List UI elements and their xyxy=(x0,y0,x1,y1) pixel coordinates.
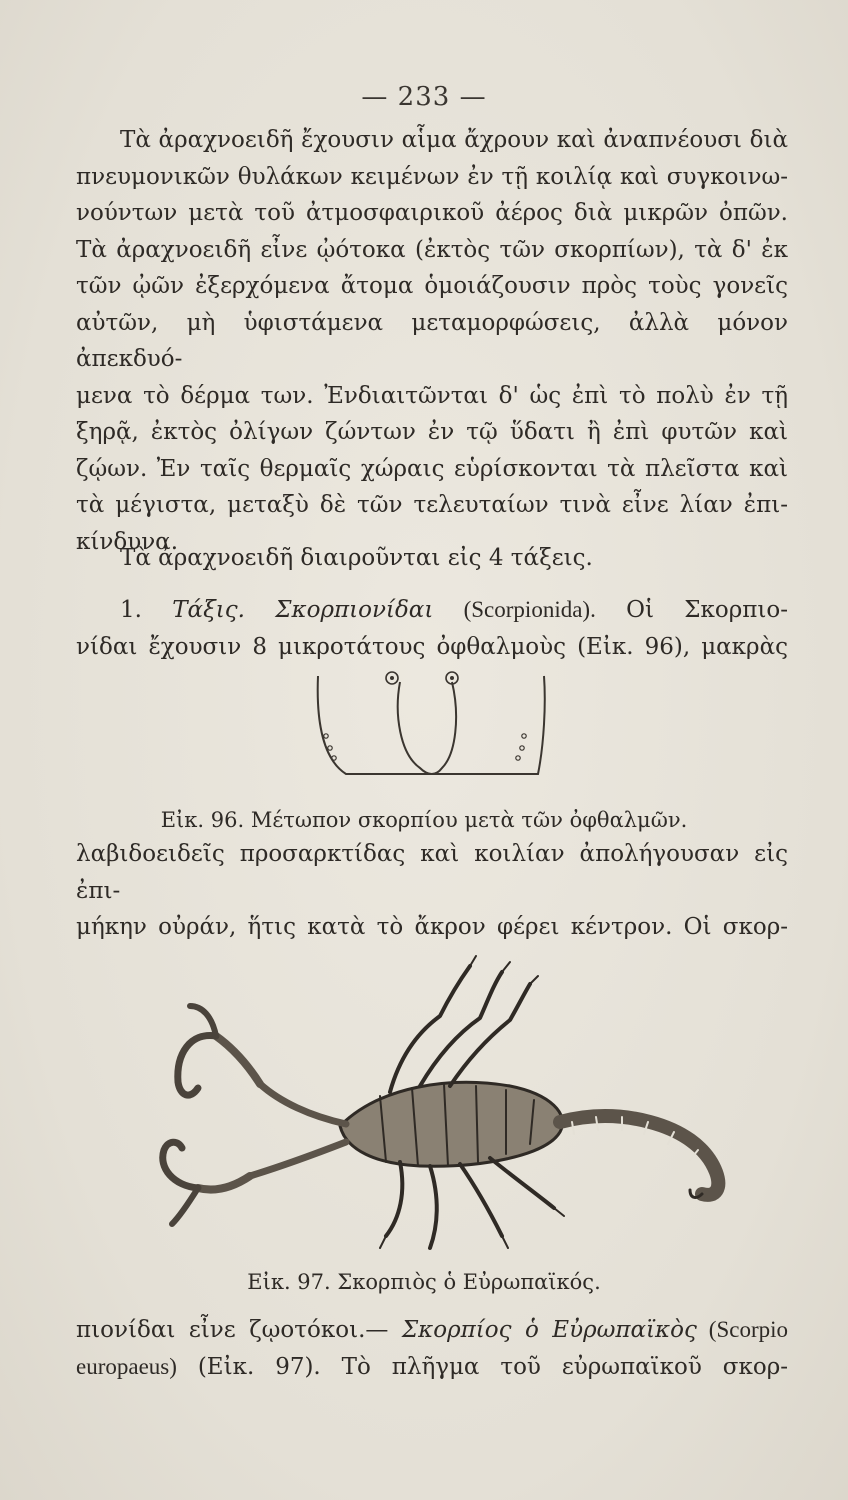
species-latin-name-start: (Scorpio xyxy=(696,1317,788,1342)
paragraph-classes xyxy=(76,540,788,577)
paragraph-scorpio-europaeus xyxy=(76,1312,788,1385)
text-line: πνευμονικῶν θυλάκων κειμένων ἐν τῇ κοιλίᾳ καὶ συγκοινω- xyxy=(76,163,788,190)
species-greek-name: Σκορπίος ὁ Εὐρωπαϊκὸς xyxy=(401,1317,697,1343)
page-number: — 233 — xyxy=(361,82,487,112)
figure-european-scorpion-illustration xyxy=(150,936,730,1256)
text-fragment: (Εἰκ. 97). Τὸ πλῆγμα τοῦ εὐρωπαϊκοῦ σκορ- xyxy=(176,1353,788,1380)
text-line xyxy=(76,1349,788,1386)
text-line: Τὰ ἀραχνοειδῆ ἔχουσιν αἷμα ἄχρουν καὶ ἀναπνέουσι διὰ xyxy=(120,127,788,153)
figure-97-caption: Εἰκ. 97. Σκορπιὸς ὁ Εὐρωπαϊκός. xyxy=(247,1270,601,1294)
order-text: Οἱ Σκορπιο- xyxy=(626,597,788,623)
text-line: μενα τὸ δέρμα των. Ἐνδιαιτῶνται δ' ὡς ἐπὶ τὸ πολὺ ἐν τῇ xyxy=(76,382,788,409)
text-line: Τὰ ἀραχνοειδῆ διαιροῦνται εἰς 4 τάξεις. xyxy=(120,545,593,571)
order-number: 1. xyxy=(120,597,142,623)
paragraph-order-scorpionida xyxy=(76,592,788,665)
order-latin-name: (Scorpionida). xyxy=(463,597,596,622)
text-line: νούντων μετὰ τοῦ ἀτμοσφαιρικοῦ ἀέρος διὰ μικρῶν ὀπῶν. xyxy=(76,200,788,226)
text-line: τὰ μέγιστα, μεταξὺ δὲ τῶν τελευταίων τινὰ εἶνε λίαν ἐπι- xyxy=(76,492,788,518)
text-line xyxy=(76,1312,788,1349)
figure-96-caption: Εἰκ. 96. Μέτωπον σκορπίου μετὰ τῶν ὀφθαλμῶν. xyxy=(160,808,688,832)
species-latin-name-end: europaeus) xyxy=(76,1353,177,1379)
paragraph-arachnids-intro xyxy=(76,122,788,560)
paragraph-scorpion-description xyxy=(76,836,788,946)
text-line: ζῴων. Ἐν ταῖς θερμαῖς χώραις εὑρίσκονται τὰ πλεῖστα καὶ xyxy=(76,455,788,482)
text-line: λαβιδοειδεῖς προσαρκτίδας καὶ κοιλίαν ἀπολήγουσαν εἰς ἐπι- xyxy=(76,841,788,904)
text-line: τῶν ᾠῶν ἐξερχόμενα ἄτομα ὁμοιάζουσιν πρὸς τοὺς γονεῖς xyxy=(76,273,788,299)
text-fragment: πιονίδαι εἶνε ζῳοτόκοι.— xyxy=(76,1317,402,1343)
text-line: κίνδυνα. xyxy=(76,528,179,555)
text-line: νίδαι ἔχουσιν 8 μικροτάτους ὀφθαλμοὺς (Εἰκ. 96), μακρὰς xyxy=(76,633,788,660)
text-line xyxy=(76,592,788,629)
text-line: μήκην οὐράν, ἥτις κατὰ τὸ ἄκρον φέρει κέντρον. Οἱ σκορ- xyxy=(76,914,788,940)
order-label: Τάξις. xyxy=(172,597,245,623)
text-line: ξηρᾷ, ἐκτὸς ὀλίγων ζώντων ἐν τῷ ὕδατι ἢ ἐπὶ φυτῶν καὶ xyxy=(76,419,788,445)
figure-scorpion-forehead-illustration xyxy=(300,664,550,784)
text-line: Τὰ ἀραχνοειδῆ εἶνε ᾠότοκα (ἐκτὸς τῶν σκορπίων), τὰ δ' ἐκ xyxy=(76,236,788,263)
text-line: αὐτῶν, μὴ ὑφιστάμενα μεταμορφώσεις, ἀλλὰ μόνον ἀπεκδυό- xyxy=(76,309,788,372)
order-name: Σκορπιονίδαι xyxy=(275,597,434,623)
